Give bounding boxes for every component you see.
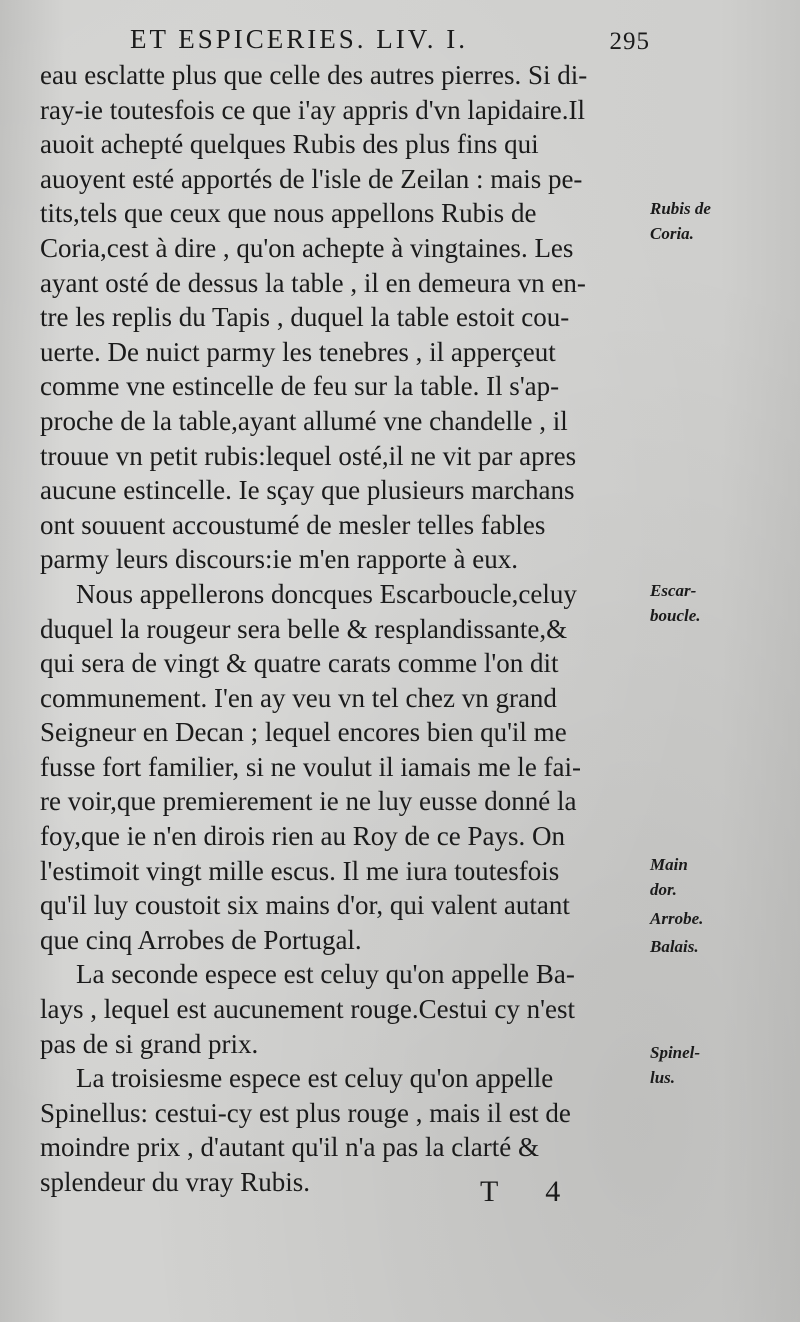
paragraph-start-line: Nous appellerons doncques Escarboucle,celuy bbox=[76, 578, 577, 609]
margin-note-spinellus bbox=[650, 1040, 700, 1090]
text-line: re voir,que premierement ie ne luy eusse donné la bbox=[40, 786, 577, 817]
text-line: fusse fort familier, si ne voulut il iamais me le fai- bbox=[40, 751, 582, 782]
text-line: tits,tels que ceux que nous appellons Rubis de bbox=[40, 198, 537, 229]
text-line: l'estimoit vingt mille escus. Il me iura toutesfois bbox=[40, 855, 560, 886]
paragraph-start-line: La seconde espece est celuy qu'on appelle Ba- bbox=[76, 959, 575, 990]
text-line: foy,que ie n'en dirois rien au Roy de ce Pays. On bbox=[40, 821, 565, 852]
text-line: ayant osté de dessus la table , il en demeura vn en- bbox=[40, 267, 586, 298]
text-line: duquel la rougeur sera belle & resplandissante,& bbox=[40, 613, 568, 644]
text-line: moindre prix , d'autant qu'il n'a pas la clarté & bbox=[40, 1132, 539, 1163]
margin-note-line: Coria. bbox=[650, 224, 694, 243]
margin-note-line: Main bbox=[650, 855, 688, 874]
margin-note-arrobe bbox=[650, 906, 703, 931]
margin-note-line: Balais. bbox=[650, 937, 699, 956]
text-line: comme vne estincelle de feu sur la table. Il s'ap- bbox=[40, 371, 560, 402]
text-line: ray-ie toutesfois ce que i'ay appris d'vn lapidaire.Il bbox=[40, 94, 586, 125]
text-line: pas de si grand prix. bbox=[40, 1028, 259, 1059]
margin-note-line: Spinel- bbox=[650, 1043, 701, 1062]
text-line: tre les replis du Tapis , duquel la table estoit cou- bbox=[40, 302, 570, 333]
text-line: auoyent esté apportés de l'isle de Zeilan : mais pe- bbox=[40, 163, 583, 194]
text-line: proche de la table,ayant allumé vne chandelle , il bbox=[40, 405, 568, 436]
text-line: parmy leurs discours:ie m'en rapporte à eux. bbox=[40, 544, 518, 575]
margin-note-main-dor bbox=[650, 852, 688, 902]
margin-note-line: Escar- bbox=[650, 581, 697, 600]
text-line: aucune estincelle. Ie sçay que plusieurs marchans bbox=[40, 475, 575, 506]
text-line: trouue vn petit rubis:lequel osté,il ne vit par apres bbox=[40, 440, 577, 471]
text-line: lays , lequel est aucunement rouge.Cestui cy n'est bbox=[40, 994, 575, 1025]
margin-note-line: Rubis de bbox=[650, 199, 711, 218]
text-line: Coria,cest à dire , qu'on achepte à vingtaines. Les bbox=[40, 232, 574, 263]
text-line: qui sera de vingt & quatre carats comme l'on dit bbox=[40, 648, 559, 679]
text-line: ont souuent accoustumé de mesler telles fables bbox=[40, 509, 546, 540]
signature-mark: T 4 bbox=[480, 1175, 581, 1208]
text-line: Spinellus: cestui-cy est plus rouge , mais il est de bbox=[40, 1097, 571, 1128]
text-line: qu'il luy coustoit six mains d'or, qui valent autant bbox=[40, 890, 570, 921]
text-line: auoit achepté quelques Rubis des plus fins qui bbox=[40, 129, 539, 160]
margin-note-line: Arrobe. bbox=[650, 909, 704, 928]
margin-note-rubis-de-coria bbox=[650, 196, 711, 246]
text-line: que cinq Arrobes de Portugal. bbox=[40, 924, 362, 955]
body-text bbox=[40, 58, 650, 1200]
margin-note-balais bbox=[650, 934, 699, 959]
margin-note-escarboucle bbox=[650, 578, 701, 628]
text-line: communement. I'en ay veu vn tel chez vn grand bbox=[40, 682, 557, 713]
margin-note-line: boucle. bbox=[650, 606, 701, 625]
paragraph-start-line: La troisiesme espece est celuy qu'on appelle bbox=[76, 1063, 554, 1094]
page-number: 295 bbox=[609, 28, 650, 55]
text-line: splendeur du vray Rubis. bbox=[40, 1167, 310, 1197]
margin-note-line: lus. bbox=[650, 1068, 676, 1087]
text-line: eau esclatte plus que celle des autres pierres. Si di- bbox=[40, 60, 588, 90]
text-line: uerte. De nuict parmy les tenebres , il apperçeut bbox=[40, 336, 556, 367]
text-line: Seigneur en Decan ; lequel encores bien qu'il me bbox=[40, 717, 567, 748]
page-header bbox=[130, 24, 650, 60]
running-title: ET ESPICERIES. LIV. I. bbox=[130, 24, 469, 54]
margin-note-line: dor. bbox=[650, 880, 677, 899]
